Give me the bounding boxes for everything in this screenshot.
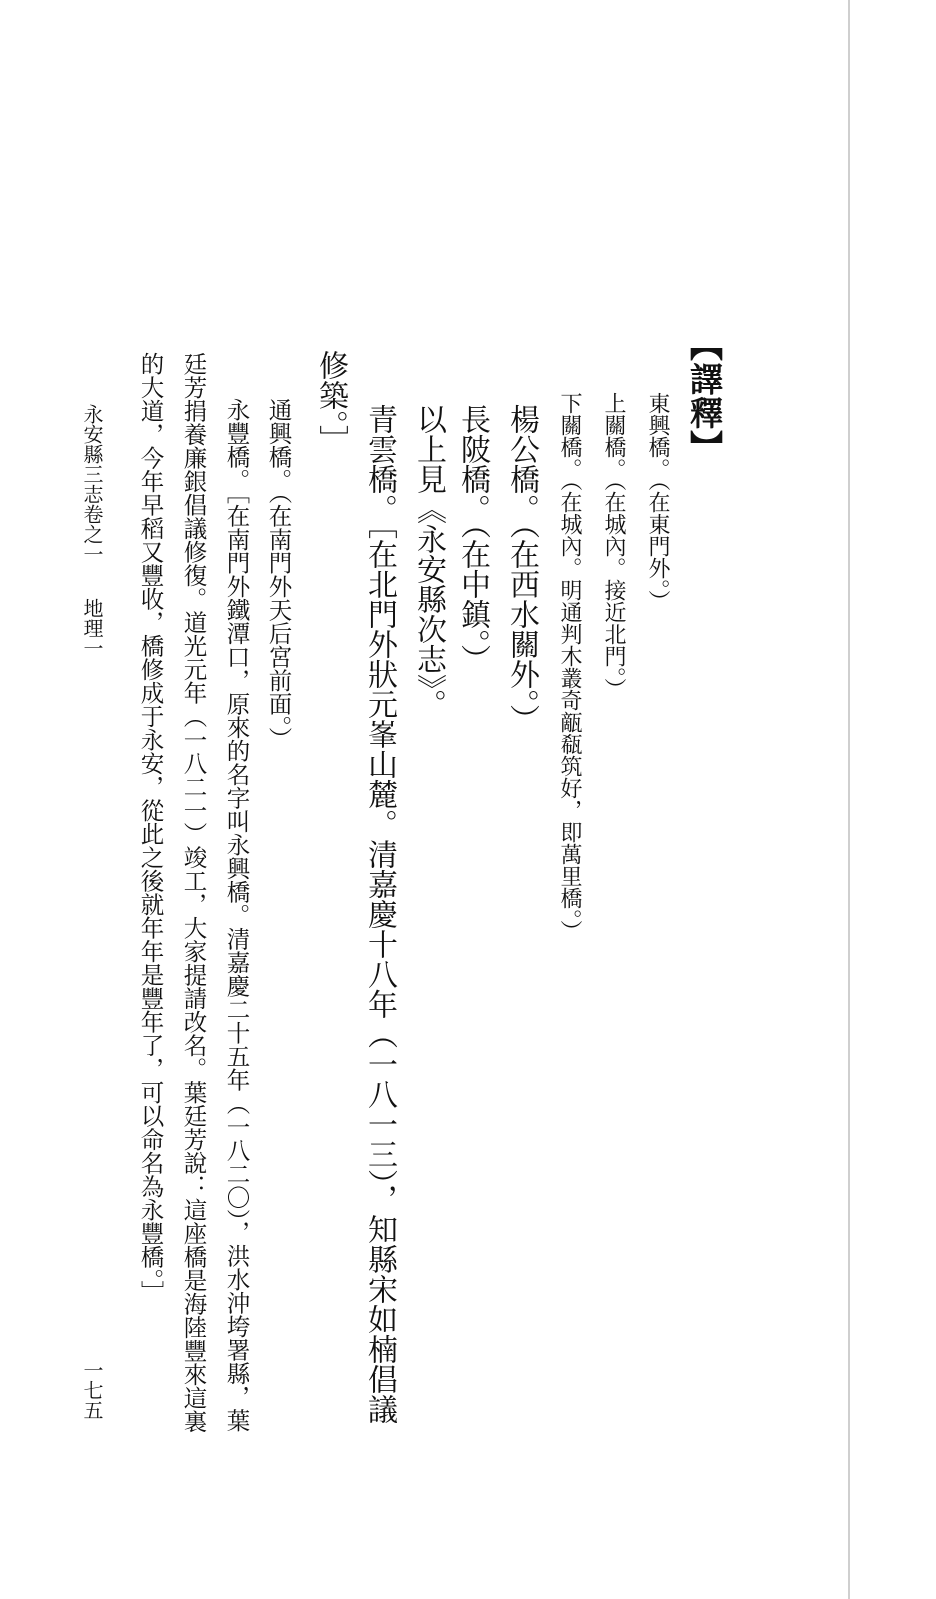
running-footer (82, 404, 102, 658)
text-column-7: 青雲橋。［在北門外狀元峯山麓。清嘉慶十八年（一八一三），知縣宋如楠倡議 (362, 404, 397, 1424)
page-number: 一七五 (80, 1360, 104, 1420)
section-heading: 【譯釋】 (685, 328, 724, 464)
book-title: 永安縣三志卷之一 (80, 404, 104, 564)
text-column-1: 東興橋。（在東門外。） (645, 392, 670, 612)
text-column-8: 修築。］ (313, 350, 348, 455)
text-column-10: 永豐橋。［在南門外鐵潭口，原來的名字叫永興橋。清嘉慶二十五年（一八二〇），洪水沖垮署縣，葉 (222, 398, 251, 1432)
text-column-12: 的大道，今年早稻又豐收，橋修成于永安，從此之後就年年是豐年了，可以命名為永豐橋。］ (136, 352, 165, 1304)
section-name: 地理一 (80, 598, 104, 658)
page-edge-line (848, 0, 850, 1599)
text-column-6: 以上見《永安縣次志》。 (411, 404, 446, 719)
text-column-5: 長陂橋。（在中鎮。） (455, 404, 490, 674)
text-column-3: 下關橋。（在城內。明通判木叢奇甋瓻筑好，即萬里橋。） (557, 392, 582, 942)
text-column-2: 上關橋。（在城內。接近北門。） (601, 392, 626, 700)
text-column-11: 廷芳捐養廉銀倡議修復。道光元年（一八二一）竣工，大家提請改名。葉廷芳說：這座橋是海陸豐來這裏 (179, 352, 208, 1433)
text-column-9: 通興橋。（在南門外天后宮前面。） (264, 398, 293, 751)
text-column-4: 楊公橋。（在西水關外。） (504, 404, 539, 734)
